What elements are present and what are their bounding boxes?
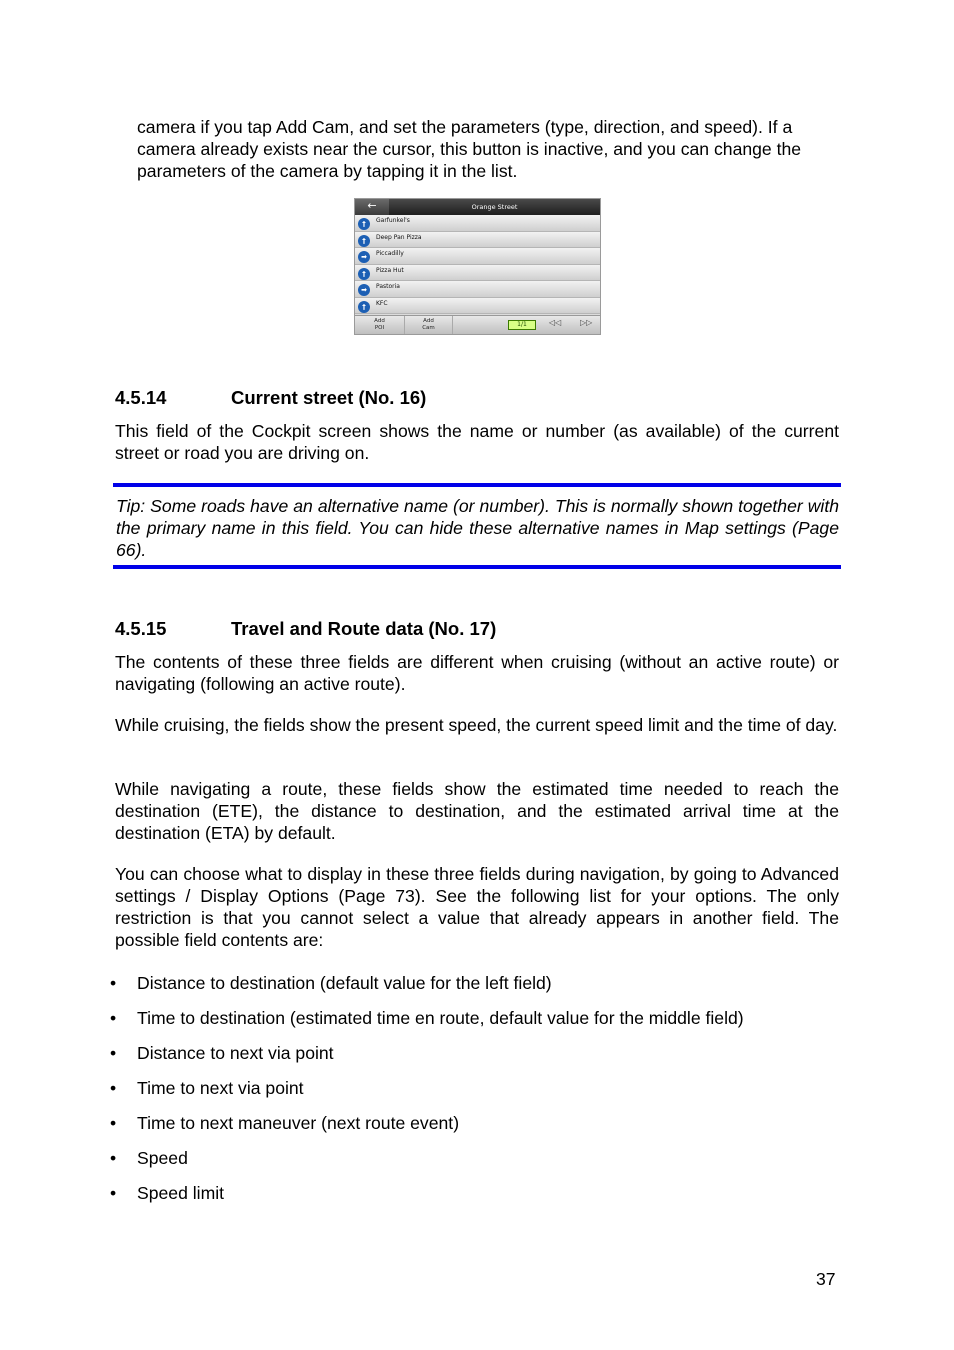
bullet-icon: •	[110, 1148, 117, 1168]
tip-box	[113, 483, 841, 569]
poi-list-screenshot	[354, 198, 601, 335]
add-poi-button	[355, 316, 405, 335]
list-item-text: Distance to next via point	[137, 1043, 334, 1063]
list-item-text: Speed	[137, 1148, 188, 1168]
screenshot-title-bar	[355, 199, 600, 215]
screenshot-bottom-bar	[355, 315, 600, 335]
list-item	[110, 972, 552, 994]
parking-icon: ➡	[358, 251, 370, 263]
bullet-icon: •	[110, 1043, 117, 1063]
screenshot-title: Orange Street	[471, 203, 518, 211]
list-item	[110, 1147, 188, 1169]
list-item-label: Pastoria	[376, 283, 400, 290]
add-cam-line2: Cam	[422, 325, 435, 331]
paragraph: You can choose what to display in these three fields during navigation, by going to Advanced settings / Display Options (Page 73). See the following list for your options. The only restriction is that you cannot select a value that already appears in another field. The possible field contents are:	[115, 864, 839, 950]
paragraph: While navigating a route, these fields show the estimated time needed to reach the destination (ETE), the distance to destination, and the estimated arrival time at the destination (ETA) by default.	[115, 779, 839, 843]
restaurant-icon: †	[358, 218, 370, 230]
field-contents-list	[110, 972, 837, 1212]
list-item-text: Distance to destination (default value for the left field)	[137, 973, 552, 993]
section-heading	[115, 618, 815, 642]
list-item	[355, 281, 600, 298]
paragraph: The contents of these three fields are different when cruising (without an active route) or navigating (following an active route).	[115, 652, 839, 694]
parking-icon: ➡	[358, 284, 370, 296]
list-item	[355, 265, 600, 282]
next-page-icon: ▷▷	[580, 318, 593, 327]
restaurant-icon: †	[358, 235, 370, 247]
section-title: Current street (No. 16)	[231, 387, 427, 408]
restaurant-icon: †	[358, 268, 370, 280]
list-item	[110, 1182, 225, 1204]
list-item-label: Garfunkel's	[376, 217, 410, 224]
section-title: Travel and Route data (No. 17)	[231, 618, 497, 639]
list-item	[110, 1077, 304, 1099]
list-item-text: Speed limit	[137, 1183, 225, 1203]
list-item	[110, 1042, 334, 1064]
list-item	[110, 1007, 744, 1029]
list-item	[355, 298, 600, 315]
back-arrow-icon: ←	[355, 199, 389, 215]
bullet-icon: •	[110, 1078, 117, 1098]
list-item	[355, 232, 600, 249]
list-item-text: Time to next maneuver (next route event)	[137, 1113, 460, 1133]
list-item-label: Pizza Hut	[376, 266, 404, 274]
list-item-label: Piccadilly	[376, 250, 404, 257]
list-item	[355, 248, 600, 265]
add-cam-line1: Add	[423, 318, 434, 324]
section-body: This field of the Cockpit screen shows the name or number (as available) of the current street or road you are driving on.	[115, 421, 839, 463]
list-item	[355, 215, 600, 232]
list-item-text: Time to next via point	[137, 1078, 304, 1098]
add-poi-line1: Add	[374, 318, 385, 324]
page-indicator: 1/1	[508, 320, 536, 330]
tip-text: Tip: Some roads have an alternative name (or number). This is normally shown together with the primary name in this field. You can hide these alternative names in Map settings (Page 66).	[116, 496, 839, 560]
section-number: 4.5.15	[115, 618, 167, 639]
list-item-label: Deep Pan Pizza	[376, 233, 422, 241]
list-item	[110, 1112, 460, 1134]
bullet-icon: •	[110, 973, 117, 993]
previous-page-icon: ◁◁	[549, 318, 562, 327]
bullet-icon: •	[110, 1183, 117, 1203]
add-cam-button	[405, 316, 453, 335]
section-heading	[115, 387, 815, 411]
page-number: 37	[816, 1269, 836, 1289]
bullet-icon: •	[110, 1113, 117, 1133]
paragraph: While cruising, the fields show the present speed, the current speed limit and the time of day.	[115, 715, 838, 735]
intro-paragraph: camera if you tap Add Cam, and set the parameters (type, direction, and speed). If a camera already exists near the cursor, this button is inactive, and you can change the parameters of the camera by tapping it in the list.	[137, 117, 802, 181]
list-item-text: Time to destination (estimated time en route, default value for the middle field)	[137, 1008, 744, 1028]
section-number: 4.5.14	[115, 387, 167, 408]
restaurant-icon: †	[358, 301, 370, 313]
list-item-label: KFC	[376, 299, 388, 307]
bullet-icon: •	[110, 1008, 117, 1028]
add-poi-line2: POI	[374, 325, 385, 331]
